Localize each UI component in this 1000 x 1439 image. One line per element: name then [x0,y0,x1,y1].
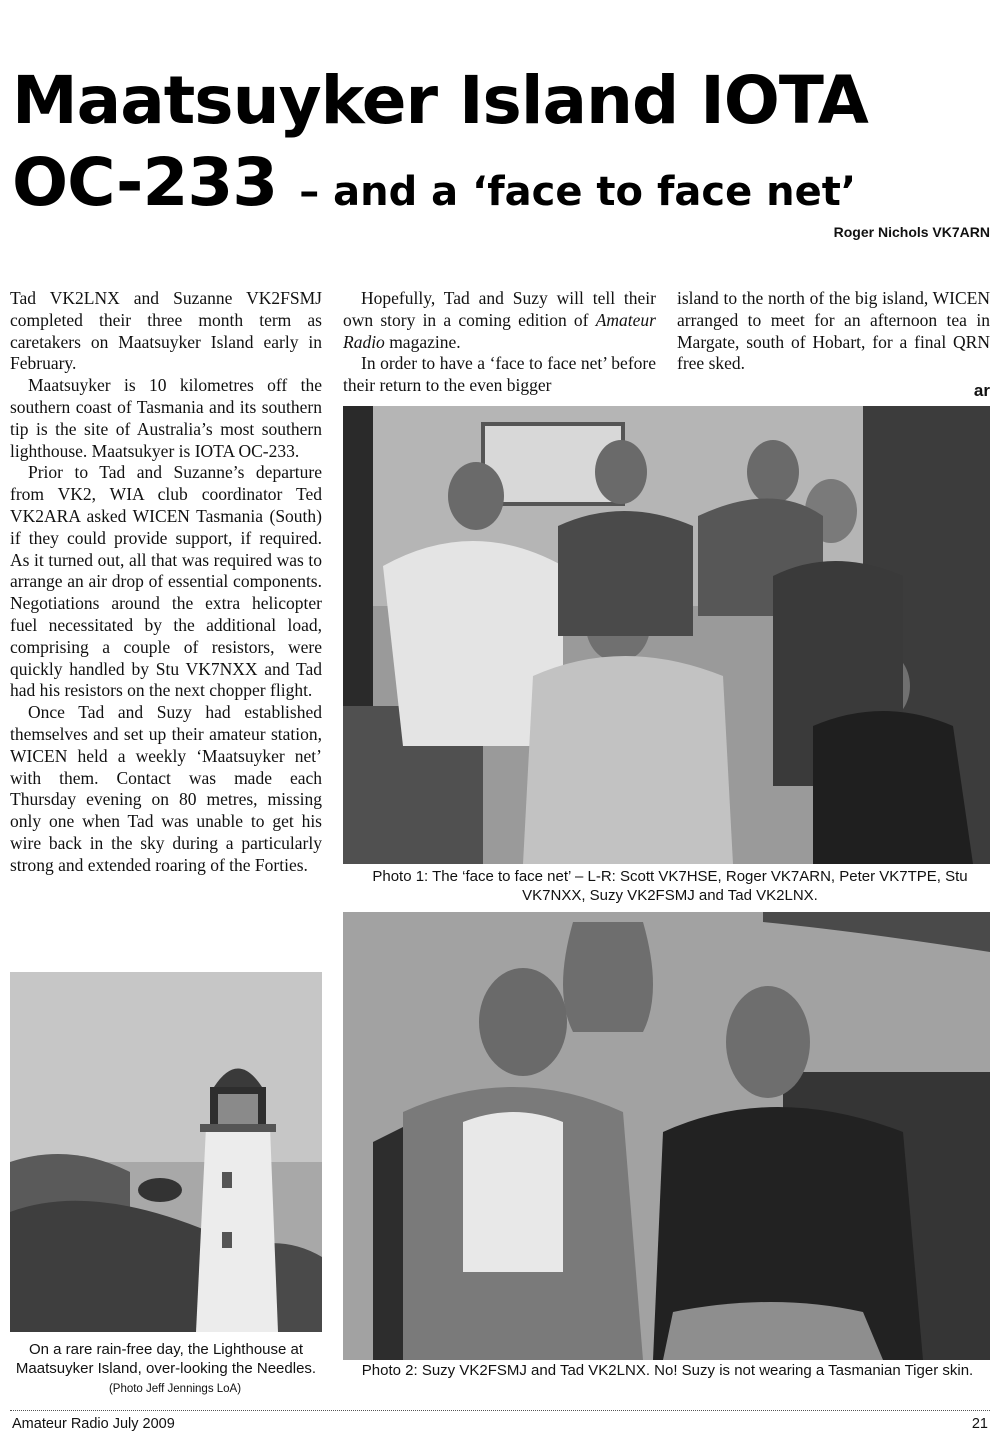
title-subtitle: – and a ‘face to face net’ [299,169,857,215]
paragraph: Prior to Tad and Suzanne’s departure from VK2, WIA club coordinator Ted VK2ARA asked WICEN Tasmania (South) if they could provide support, if required. As it turned out, all that was required was to arrange an air drop of essential components. Negotiations around the extra helicopter fuel necessitated by the additional load, comprising a couple of resistors, were quickly handled by Stu VK7NXX and Tad had his resistors on the next chopper flight. [10,462,322,701]
column-1 [10,288,322,877]
photo-credit: (Photo Jeff Jennings LoA) [108,1383,242,1395]
paragraph: In order to have a ‘face to face net’ before their return to the even bigger [343,353,656,396]
byline: Roger Nichols VK7ARN [833,224,990,240]
column-2 [343,288,656,397]
paragraph: Hopefully, Tad and Suzy will tell their own story in a coming edition of Amateur Radio magazine. [343,288,656,352]
paragraph: Tad VK2LNX and Suzanne VK2FSMJ completed their three month term as caretakers on Maatsuyker Island early in February. [10,288,322,374]
paragraph: island to the north of the big island, WICEN arranged to meet for an afternoon tea in Margate, south of Hobart, for a final QRN free sked. [677,288,990,374]
lighthouse-photo [10,972,322,1332]
paragraph: Once Tad and Suzy had established themselves and set up their amateur station, WICEN held a weekly ‘Maatsuyker net’ with them. Contact was made each Thursday evening on 80 metres, missing only one when Tad was unable to get his wire back in the sky during a particularly strong and extended roaring of the Forties. [10,702,322,875]
article-title [12,60,868,233]
photo1-caption: Photo 1: The ‘face to face net’ – L-R: Scott VK7HSE, Roger VK7ARN, Peter VK7TPE, Stu VK7NXX, Suzy VK2FSMJ and Tad VK2LNX. [372,868,968,904]
title-line-1: Maatsuyker Island IOTA [12,62,868,139]
photo2-caption: Photo 2: Suzy VK2FSMJ and Tad VK2LNX. No! Suzy is not wearing a Tasmanian Tiger skin. [361,1362,974,1379]
lighthouse-caption [10,1340,322,1399]
title-line-2: OC-233 [12,144,278,221]
couple-photo [343,912,990,1360]
magazine-name: Amateur Radio [343,309,656,352]
paragraph: Maatsuyker is 10 kilometres off the southern coast of Tasmania and its southern tip is the site of Australia’s most southern lighthouse. Maatsukyer is IOTA OC-233. [10,375,322,461]
footer-publication: Amateur Radio July 2009 [12,1416,175,1432]
page-number: 21 [971,1416,988,1432]
lighthouse-caption-text: On a rare rain-free day, the Lighthouse at Maatsuyker Island, over-looking the Needles. [15,1341,317,1377]
column-3 [677,288,990,375]
footer-divider [10,1410,990,1411]
end-mark: ar [973,381,990,400]
group-photo [343,406,990,864]
